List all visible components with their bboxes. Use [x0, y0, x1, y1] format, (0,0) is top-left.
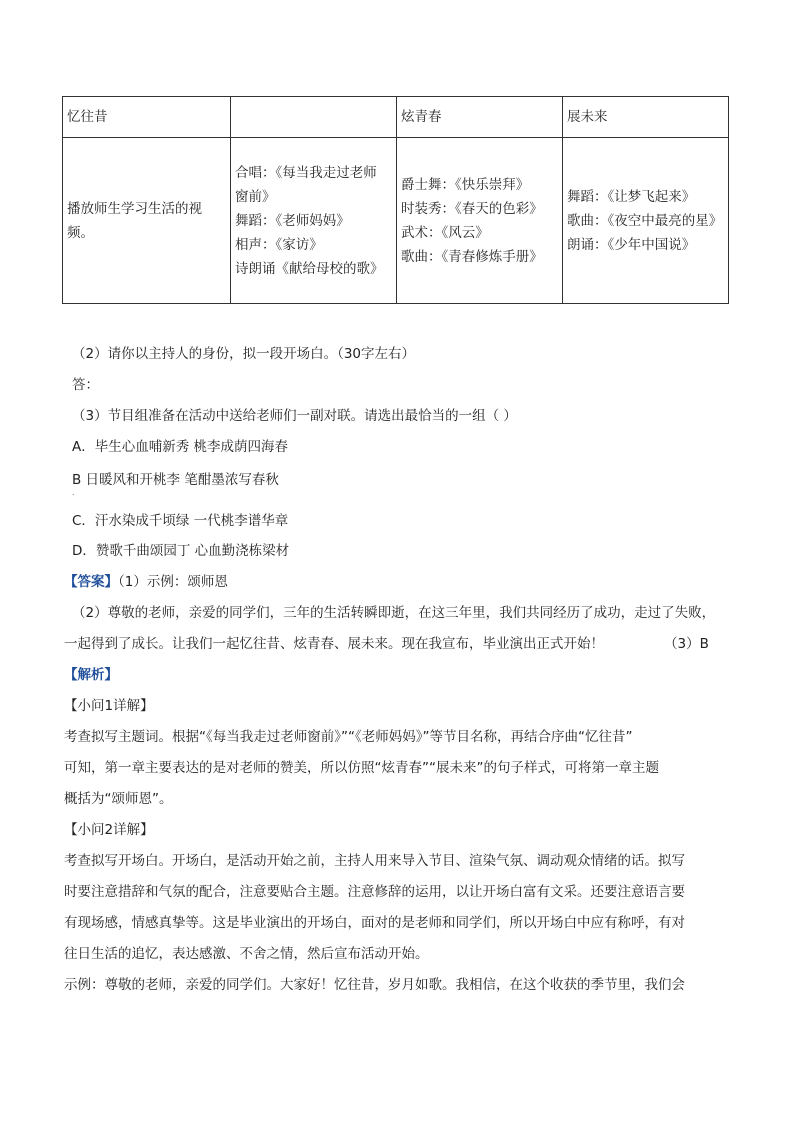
- answer-3: （3）B: [664, 636, 709, 652]
- answer-2-line-2: [64, 634, 604, 654]
- table-cell-review: [63, 138, 231, 304]
- cell-text: 爵士舞：《快乐崇拜》: [401, 176, 530, 193]
- table-row: [63, 138, 729, 304]
- cell-text: 诗朗诵《献给母校的歌》: [235, 260, 384, 277]
- table-cell-programs: [231, 138, 397, 304]
- table-header-row: [63, 97, 729, 138]
- analysis-heading: 【解析】: [64, 667, 118, 683]
- sub2-line: 往日生活的追忆，表达感激、不舍之情，然后宣布活动开始。: [64, 946, 429, 962]
- question-3: （3）节目组准备在活动中送给老师们一副对联。请选出最恰当的一组（ ）: [72, 408, 517, 424]
- answer-heading: 【答案】: [64, 574, 118, 590]
- cell-text: 播放师生学习生活的视: [67, 200, 202, 217]
- cell-text: 舞蹈：《老师妈妈》: [235, 212, 350, 229]
- sub1-line: 概括为“颂师恩”。: [64, 791, 173, 807]
- option-b-dot: ．: [72, 488, 80, 497]
- cell-text: 时装秀：《春天的色彩》: [401, 200, 543, 217]
- table-cell-future: [563, 138, 729, 304]
- cell-text: 窗前》: [235, 188, 276, 205]
- cell-text: 舞蹈：《让梦飞起来》: [567, 188, 696, 205]
- table-header-cell: 展未来: [563, 97, 729, 138]
- answer-2-text: 一起得到了成长。让我们一起忆往昔、炫青春、展未来。现在我宣布，毕业演出正式开始！: [64, 636, 604, 652]
- table-cell-youth: [397, 138, 563, 304]
- cell-text: 合唱：《每当我走过老师: [235, 164, 377, 181]
- table-header-cell: 炫青春: [397, 97, 563, 138]
- sub2-line: 考查拟写开场白。开场白，是活动开始之前，主持人用来导入节目、渲染气氛、调动观众情绪的话。拟写: [64, 853, 685, 869]
- sub2-line: 有现场感，情感真挚等。这是毕业演出的开场白，面对的是老师和同学们，所以开场白中应有称呼，有对: [64, 915, 685, 931]
- option-d: D．赞歌千曲颂园丁 心血勤浇栋梁材: [72, 543, 290, 559]
- answer-line-1: [64, 572, 228, 592]
- answer-label: 答：: [72, 377, 99, 393]
- sub2-heading: 【小问2详解】: [64, 822, 154, 838]
- sub1-line: 可知，第一章主要表达的是对老师的赞美，所以仿照“炫青春”“展未来”的句子样式，可将第一章主题: [64, 760, 659, 776]
- sub2-line: 示例：尊敬的老师，亲爱的同学们。大家好！忆往昔，岁月如歌。我相信，在这个收获的季节里，我们会: [64, 977, 685, 993]
- question-2: （2）请你以主持人的身份，拟一段开场白。（30字左右）: [72, 346, 416, 362]
- cell-text: 武术：《风云》: [401, 224, 489, 241]
- answer-2-line-1: （2）尊敬的老师，亲爱的同学们，三年的生活转瞬即逝，在这三年里，我们共同经历了成功，走过了失败，: [72, 605, 716, 621]
- cell-text: 相声：《家访》: [235, 236, 323, 253]
- cell-text: 歌曲：《青春修炼手册》: [401, 248, 543, 265]
- sub1-line: 考查拟写主题词。根据“《每当我走过老师窗前》”“《老师妈妈》”等节目名称，再结合序曲“忆往昔”: [64, 729, 633, 745]
- answer-1: （1）示例：颂师恩: [118, 574, 228, 590]
- option-a: A．毕生心血哺新秀 桃李成荫四海春: [72, 439, 289, 455]
- option-b: B 日暖风和开桃李 笔酣墨浓写春秋: [72, 472, 279, 488]
- sub2-line: 时要注意措辞和气氛的配合，注意要贴合主题。注意修辞的运用，以让开场白富有文采。还要注意语言要: [64, 884, 685, 900]
- program-table: [62, 96, 729, 304]
- sub1-heading: 【小问1详解】: [64, 698, 154, 714]
- option-c: C．汗水染成千顷绿 一代桃李谱华章: [72, 513, 289, 529]
- table-header-cell: 忆往昔: [63, 97, 231, 138]
- cell-text: 频。: [67, 224, 94, 241]
- cell-text: 朗诵：《少年中国说》: [567, 236, 696, 253]
- table-header-cell: [231, 97, 397, 138]
- cell-text: 歌曲：《夜空中最亮的星》: [567, 212, 723, 229]
